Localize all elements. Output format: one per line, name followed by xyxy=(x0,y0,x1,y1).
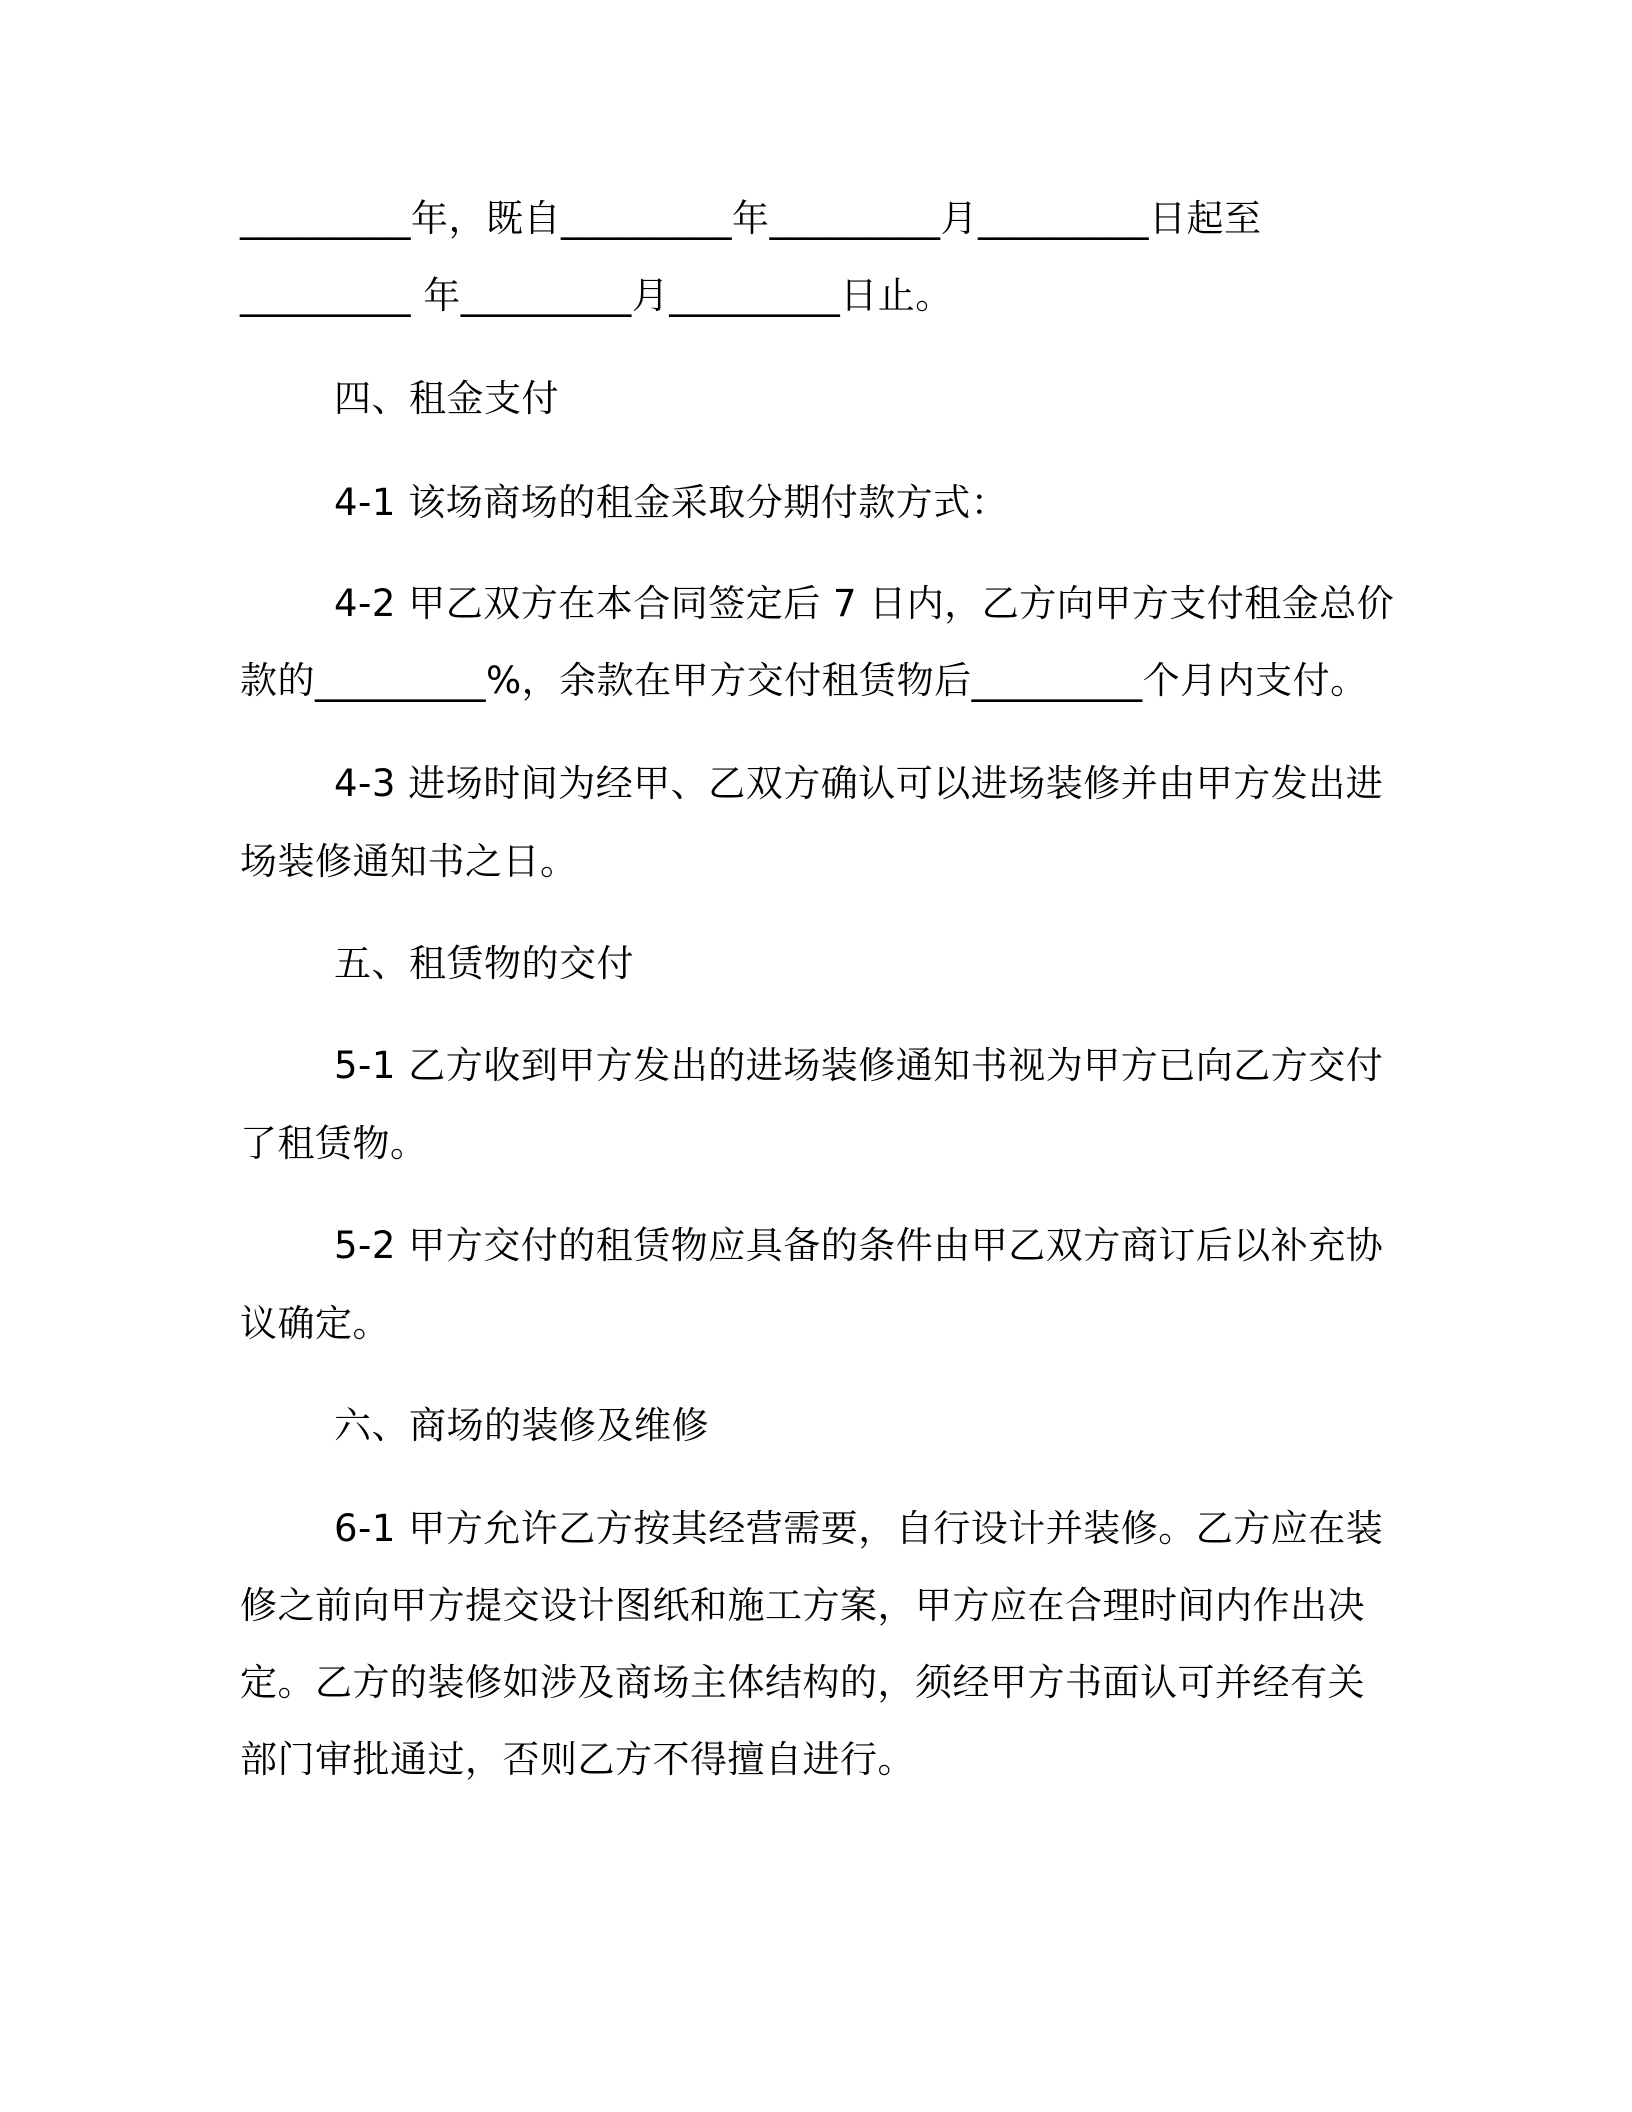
clause-4-3-line-1: 4-3 进场时间为经甲、乙双方确认可以进场装修并由甲方发出进 xyxy=(334,762,1384,805)
clause-5-1-line-2: 了租赁物。 xyxy=(240,1122,428,1165)
clause-4-2-line-1: 4-2 甲乙双方在本合同签定后 7 日内，乙方向甲方支付租金总价 xyxy=(334,582,1395,625)
clause-5-2-line-2: 议确定。 xyxy=(240,1302,390,1345)
clause-4-3-line-2: 场装修通知书之日。 xyxy=(240,840,578,883)
clause-4-2-line-2: 款的_________%，余款在甲方交付租赁物后_________个月内支付。 xyxy=(240,659,1368,702)
clause-4-1: 4-1 该场商场的租金采取分期付款方式： xyxy=(334,481,1009,524)
section-heading-renovation: 六、商场的装修及维修 xyxy=(334,1404,709,1447)
term-dates-line-2: _________ 年_________月_________日止。 xyxy=(240,274,953,317)
clause-5-1-line-1: 5-1 乙方收到甲方发出的进场装修通知书视为甲方已向乙方交付 xyxy=(334,1044,1384,1087)
clause-6-1-line-3: 定。乙方的装修如涉及商场主体结构的，须经甲方书面认可并经有关 xyxy=(240,1661,1365,1704)
section-heading-rent-payment: 四、租金支付 xyxy=(334,377,559,420)
clause-6-1-line-1: 6-1 甲方允许乙方按其经营需要，自行设计并装修。乙方应在装 xyxy=(334,1507,1384,1550)
clause-5-2-line-1: 5-2 甲方交付的租赁物应具备的条件由甲乙双方商订后以补充协 xyxy=(334,1224,1384,1267)
term-dates-line-1: _________年，既自_________年_________月_________日起至 xyxy=(240,197,1262,240)
clause-6-1-line-4: 部门审批通过，否则乙方不得擅自进行。 xyxy=(240,1738,915,1781)
clause-6-1-line-2: 修之前向甲方提交设计图纸和施工方案，甲方应在合理时间内作出决 xyxy=(240,1584,1365,1627)
section-heading-delivery: 五、租赁物的交付 xyxy=(334,942,634,985)
